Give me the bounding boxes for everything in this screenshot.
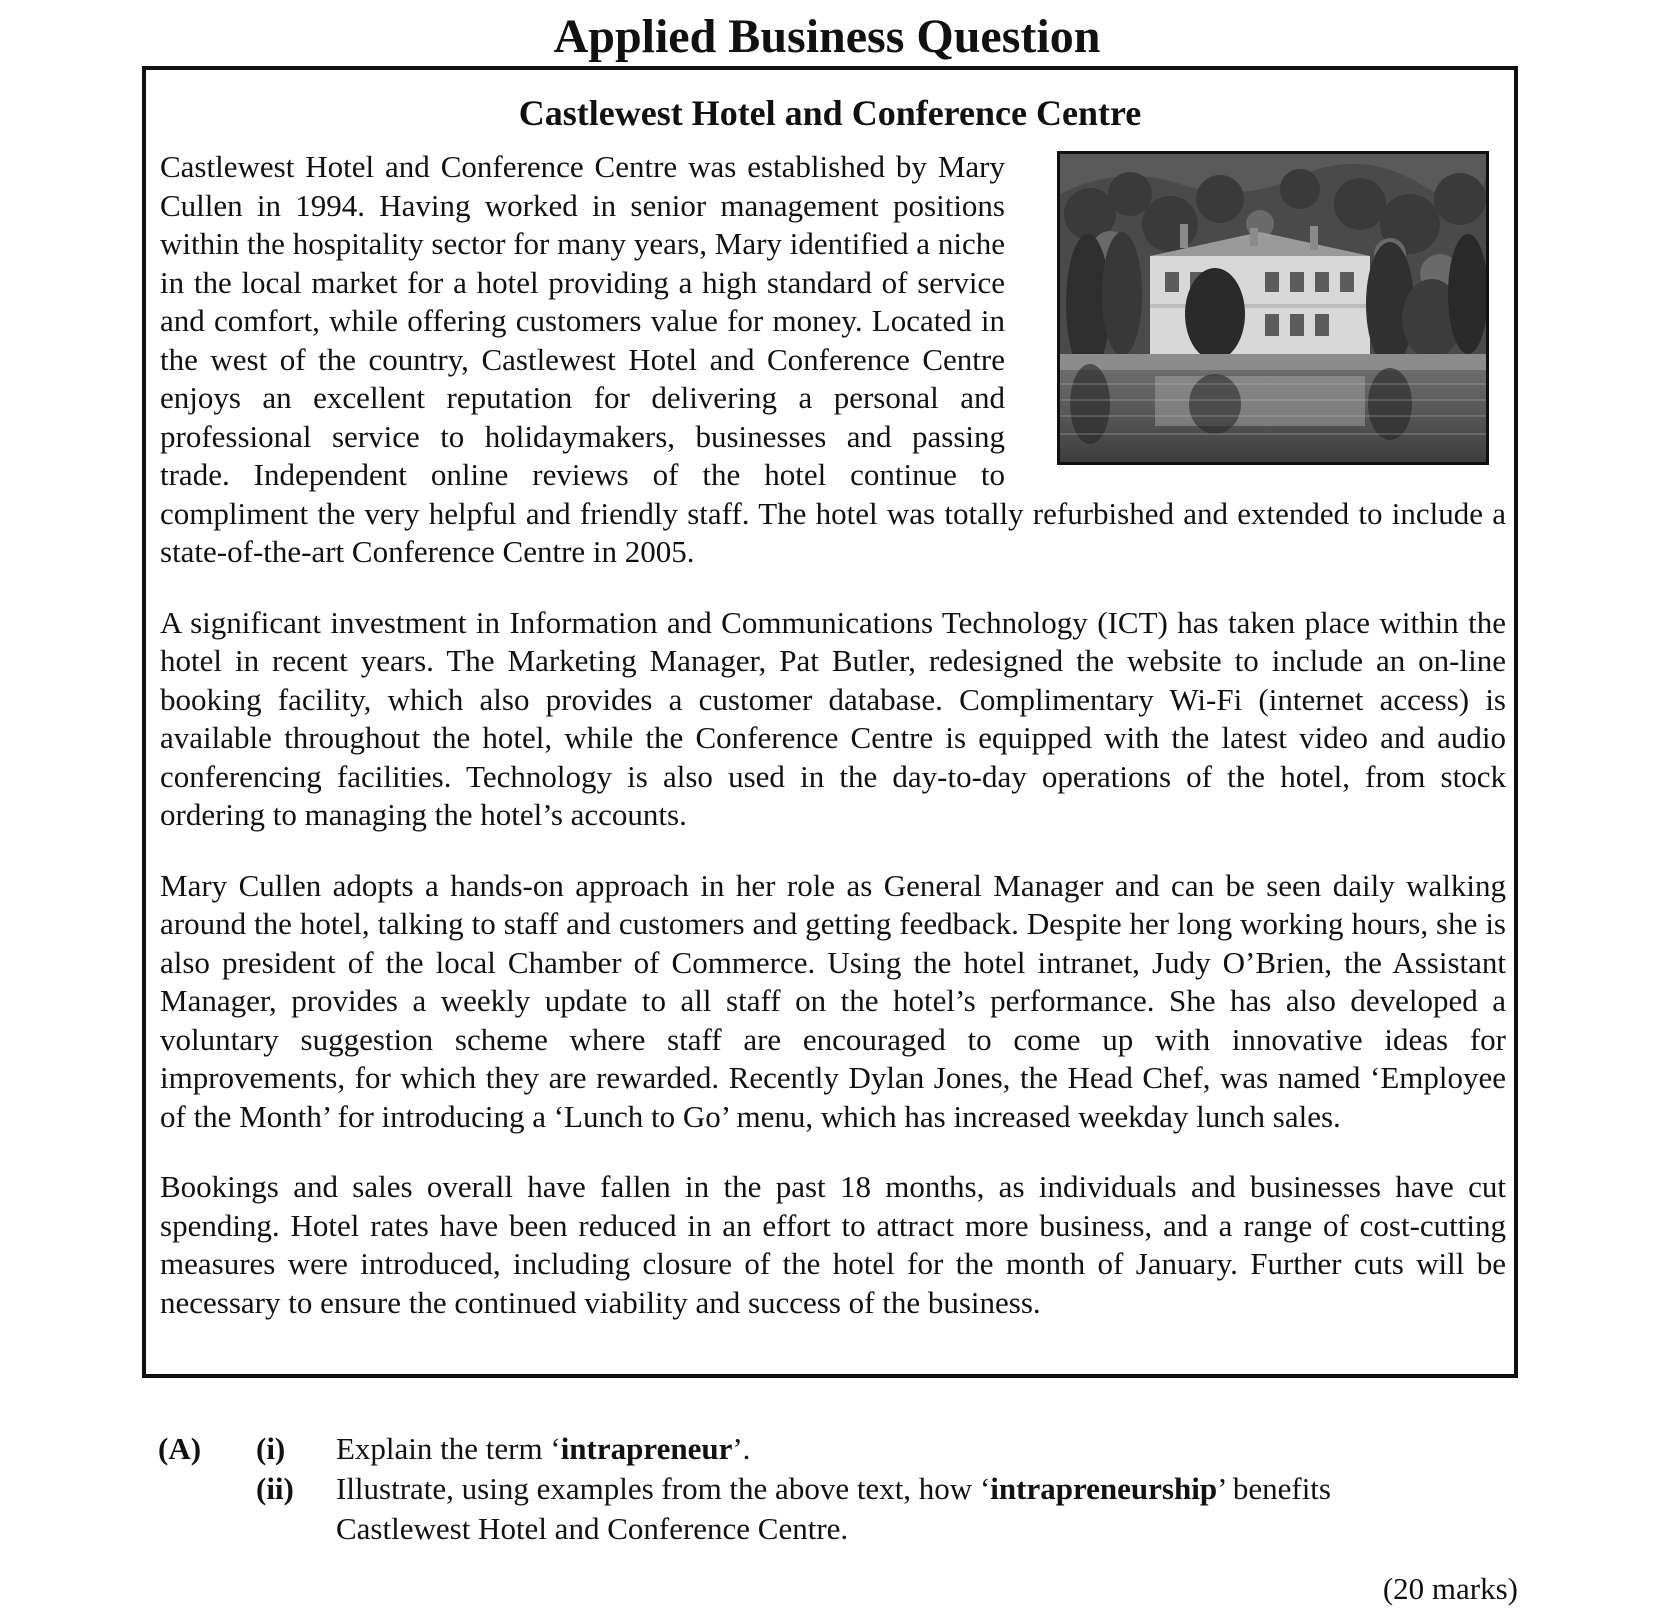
case-study-title: Castlewest Hotel and Conference Centre <box>518 93 1142 133</box>
question-section <box>158 1430 1518 1606</box>
case-paragraph-1: Castlewest Hotel and Conference Centre was established by Mary Cullen in 1994. Having worked in senior management positions within the hospitality sector for many years, Mary identified a niche in the local market for a hotel providing a high standard of service and comfort, while offering customers value for money. Located in the west of the country, Castlewest Hotel and Conference Centre enjoys an excellent reputation for delivering a personal and professional service to holidaymakers, businesses and passing trade. Independent online reviews of the hotel continue to compliment the very helpful and friendly staff. The hotel was totally refurbished and extended to include a state-of-the-art Conference Centre in 2005. <box>160 149 1506 569</box>
question-text-i <box>336 1430 1436 1468</box>
case-paragraph-4: Bookings and sales overall have fallen in the past 18 months, as individuals and businesses have cut spending. Hotel rates have been reduced in an effort to attract more business, and a range of cost-cutting measures were introduced, including closure of the hotel for the month of January. Further cuts will be necessary to ensure the continued viability and success of the business. <box>160 1169 1506 1320</box>
question-term-intrapreneur: intrapreneur <box>560 1431 733 1466</box>
question-item-ii <box>158 1470 1518 1510</box>
case-paragraph-2: A significant investment in Information and Communications Technology (ICT) has taken place within the hotel in recent years. The Marketing Manager, Pat Butler, redesigned the website to include an on-line booking facility, which also provides a customer database. Complimentary Wi-Fi (internet access) is available throughout the hotel, while the Conference Centre is equipped with the latest video and audio conferencing facilities. Technology is also used in the day-to-day operations of the hotel, from stock ordering to managing the hotel’s accounts. <box>160 604 1506 832</box>
hotel-photo <box>1057 151 1489 465</box>
marks-label: (20 marks) <box>1382 1571 1518 1606</box>
question-text-i-after: ’. <box>732 1431 751 1466</box>
case-study-body <box>160 148 1506 1354</box>
question-text-ii-before: Illustrate, using examples from the above text, how ‘ <box>336 1471 991 1506</box>
question-number-i: (i) <box>256 1431 286 1466</box>
case-paragraph-3: Mary Cullen adopts a hands-on approach in her role as General Manager and can be seen daily walking around the hotel, talking to staff and customers and getting feedback. Despite her long working hours, she is also president of the local Chamber of Commerce. Using the hotel intranet, Judy O’Brien, the Assistant Manager, provides a weekly update to all staff on the hotel’s performance. She has also developed a voluntary suggestion scheme where staff are encouraged to come up with innovative ideas for improvements, for which they are rewarded. Recently Dylan Jones, the Head Chef, was named ‘Employee of the Month’ for introducing a ‘Lunch to Go’ menu, which has increased weekday lunch sales. <box>160 867 1506 1134</box>
question-item-i <box>158 1430 1518 1470</box>
question-term-intrapreneurship: intrapreneurship <box>990 1471 1218 1506</box>
question-part-label: (A) <box>158 1431 202 1466</box>
case-study-box <box>142 66 1518 1378</box>
question-number-ii: (ii) <box>256 1471 294 1506</box>
question-text-ii-continuation: Castlewest Hotel and Conference Centre. <box>336 1511 849 1546</box>
question-text-ii-after: ’ benefits <box>1217 1471 1331 1506</box>
question-text-i-before: Explain the term ‘ <box>336 1431 561 1466</box>
page-title: Applied Business Question <box>553 10 1101 63</box>
question-text-ii <box>336 1470 1436 1508</box>
question-item-ii-continuation <box>158 1510 1518 1550</box>
